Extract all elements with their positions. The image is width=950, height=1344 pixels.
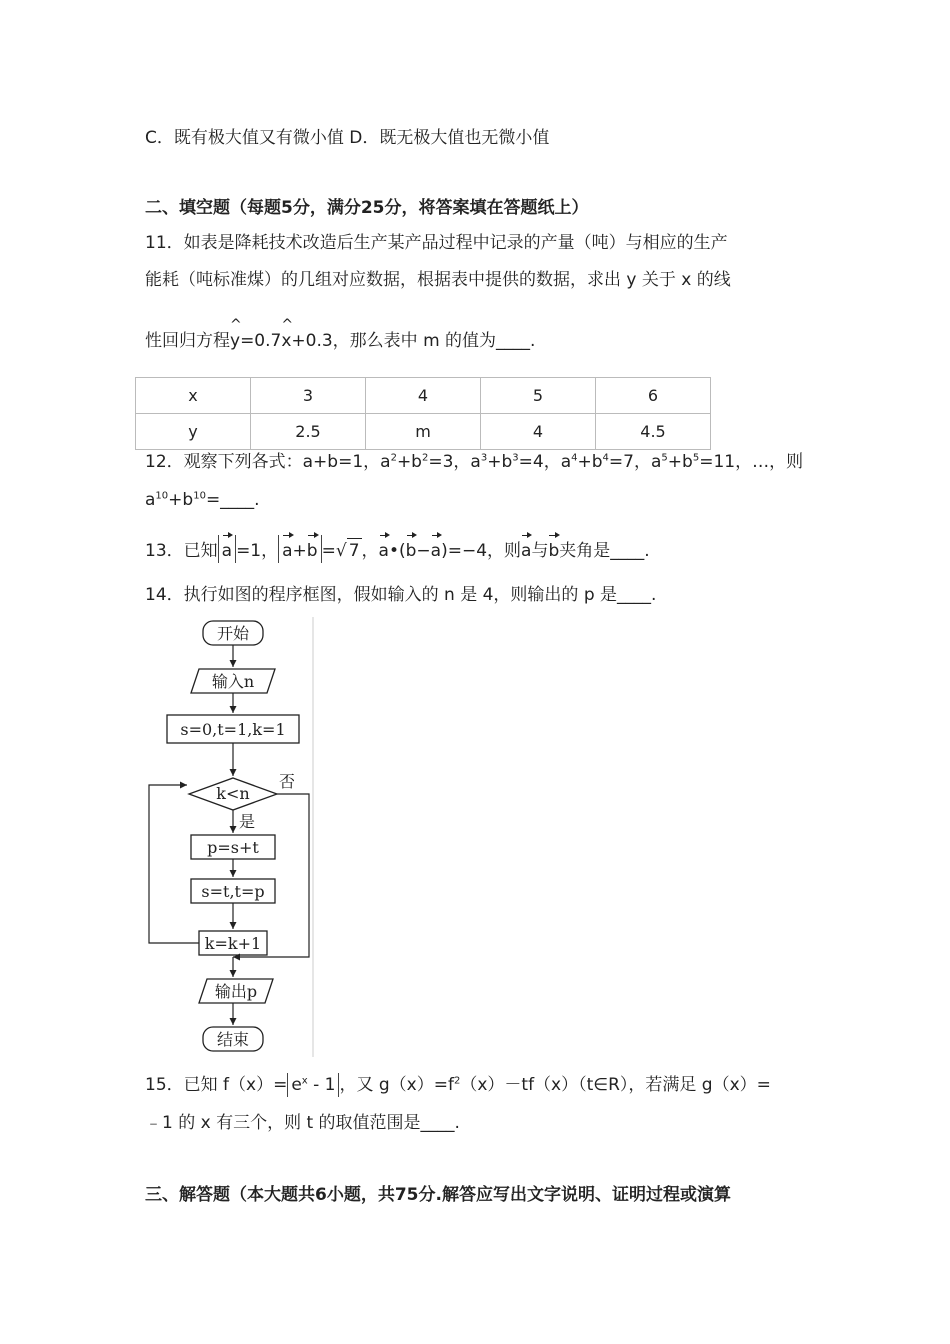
section-2-heading: 二、填空题（每题5分，满分25分，将答案填在答题纸上）	[145, 198, 589, 218]
end-label: 结束	[216, 1030, 250, 1049]
q15-line-2: ﹣1 的 x 有三个，则 t 的取值范围是____.	[145, 1113, 460, 1133]
output-label: 输出p	[214, 982, 258, 1001]
data-table	[135, 377, 711, 450]
no-label: 否	[279, 772, 296, 791]
input-label: 输入n	[211, 672, 255, 691]
q11-line-2: 能耗（吨标准煤）的几组对应数据，根据表中提供的数据，求出 y 关于 x 的线	[145, 270, 731, 290]
table-row: y 2.5 m 4 4.5	[136, 414, 711, 450]
x-hat: ^ x	[281, 317, 294, 351]
options-c-d: C．既有极大值又有微小值 D．既无极大值也无微小值	[145, 128, 550, 148]
q12-line-1: 12．观察下列各式：a+b=1，$a^2+b^2=3$，$a^3+b^3=4$，$a^4+b^4=7$，$a^5+b^5=11$，…，则	[145, 452, 804, 472]
q11-line-3	[145, 317, 536, 353]
y-hat: ^ y	[230, 317, 242, 351]
abs-a-plus-b: a+b	[278, 535, 321, 563]
yes-label: 是	[239, 812, 256, 831]
step-label-2: s=t,t=p	[201, 882, 265, 901]
start-label: 开始	[216, 624, 250, 643]
q11-text-c: +0.3，那么表中 m 的值为____.	[291, 331, 536, 351]
sqrt-7: √ 7	[336, 541, 362, 561]
condition-label: k<n	[216, 784, 250, 803]
abs-exp: $e^x - 1$	[287, 1073, 339, 1097]
init-label: s=0,t=1,k=1	[180, 720, 286, 739]
abs-a: a	[218, 535, 236, 563]
q11-text-a: 性回归方程	[145, 331, 230, 351]
program-flowchart	[145, 617, 320, 1059]
q11-text-b: =0.7	[240, 331, 282, 351]
q13-line: 13．已知 a =1， a+b =√ 7 ，a•(b−a)=−4，则a与b夹角是____.	[145, 535, 650, 563]
q12-line-2: $a^{10}+b^{10}=\_\_\_\_$.	[145, 490, 260, 510]
step-label-1: p=s+t	[207, 838, 259, 857]
q11-line-1: 11．如表是降耗技术改造后生产某产品过程中记录的产量（吨）与相应的生产	[145, 233, 728, 253]
section-3-heading: 三、解答题（本大题共6小题，共75分.解答应写出文字说明、证明过程或演算	[145, 1185, 731, 1205]
q14-line: 14．执行如图的程序框图，假如输入的 n 是 4，则输出的 p 是____.	[145, 585, 657, 605]
q15-line-1: 15．已知 $f(x)= e^x - 1$ ，又 $g(x)=f^2(x)-tf(x)(t\in R)$，若满足 g（x）=	[145, 1075, 771, 1095]
table-row: x 3 4 5 6	[136, 378, 711, 414]
step-label-3: k=k+1	[204, 934, 262, 953]
